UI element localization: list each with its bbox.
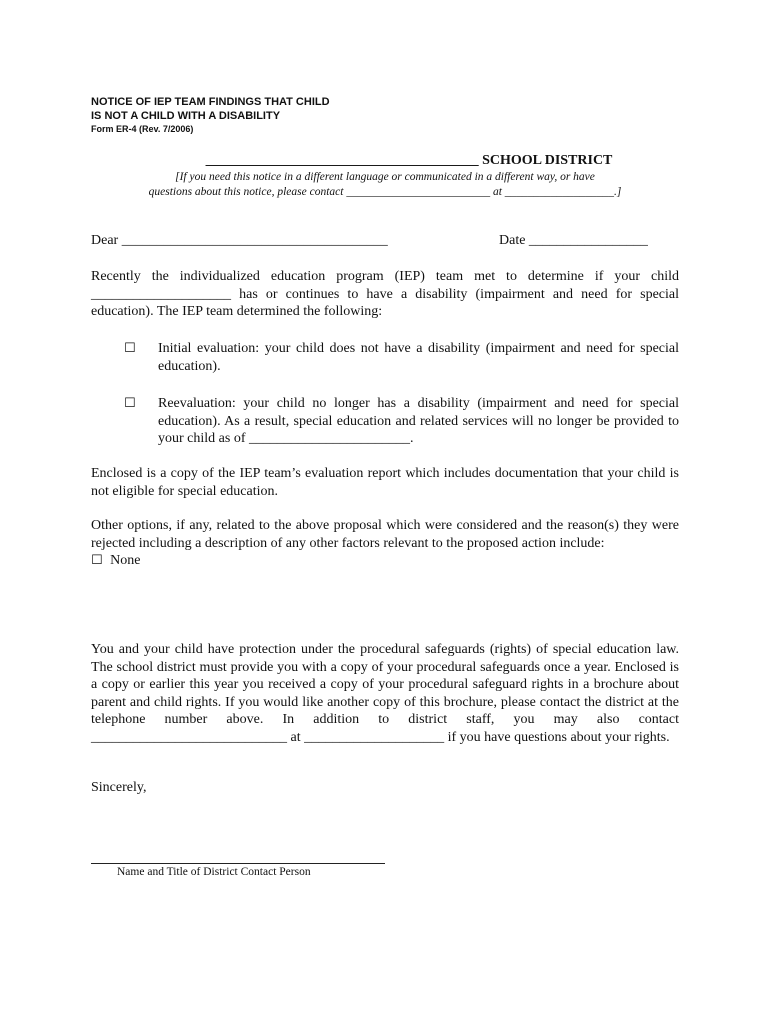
checkbox-initial-evaluation[interactable]: ☐ xyxy=(124,341,136,356)
form-id: Form ER-4 (Rev. 7/2006) xyxy=(91,124,194,134)
school-district-line[interactable]: _______________________________________ SCHOOL DISTRICT xyxy=(205,153,613,168)
form-title-line-1: NOTICE OF IEP TEAM FINDINGS THAT CHILD xyxy=(91,96,330,108)
option-reevaluation-text: Reevaluation: your child no longer has a disability (impairment and need for special education). As a result, special education and related services will no longer be provided to your child as of _______________________. xyxy=(158,396,679,446)
language-note-line-1: [If you need this notice in a different language or communicated in a different way, or have xyxy=(175,171,595,183)
enclosed-paragraph: Enclosed is a copy of the IEP team’s evaluation report which includes documentation that your child is not eligible for special education. xyxy=(91,466,679,499)
option-none-label: None xyxy=(110,553,141,568)
form-title-line-2: IS NOT A CHILD WITH A DISABILITY xyxy=(91,110,281,122)
closing: Sincerely, xyxy=(91,780,147,795)
language-note-line-2: questions about this notice, please contact _________________________ at ___________________.] xyxy=(148,186,622,198)
signature-caption: Name and Title of District Contact Person xyxy=(117,866,311,878)
option-initial-evaluation-text: Initial evaluation: your child does not have a disability (impairment and need for special education). xyxy=(158,341,679,374)
date-field[interactable]: Date _________________ xyxy=(499,233,648,248)
other-options-paragraph: Other options, if any, related to the above proposal which were considered and the reason(s) they were rejected including a description of any other factors relevant to the proposed action include: xyxy=(91,518,679,551)
safeguards-paragraph: You and your child have protection under the procedural safeguards (rights) of special education law. The school district must provide you with a copy of your procedural safeguards once a year. Enclosed is a copy or earlier this year you received a copy of your procedural safeguard rights in a brochure about parent and child rights. If you would like another copy of this brochure, please contact the district at the telephone number above. In addition to district staff, you may also contact ____________________________ at ____________________ if you have questions about your rights. xyxy=(91,642,679,745)
signature-line[interactable] xyxy=(91,863,385,864)
dear-field[interactable]: Dear ______________________________________ xyxy=(91,233,388,248)
option-none[interactable] xyxy=(91,553,140,569)
checkbox-reevaluation[interactable]: ☐ xyxy=(124,396,136,411)
checkbox-none[interactable]: ☐ xyxy=(91,553,103,568)
intro-paragraph: Recently the individualized education program (IEP) team met to determine if your child ____________________ has or continues to have a disability (impairment and need for special education). The IEP team determined the following: xyxy=(91,269,679,319)
